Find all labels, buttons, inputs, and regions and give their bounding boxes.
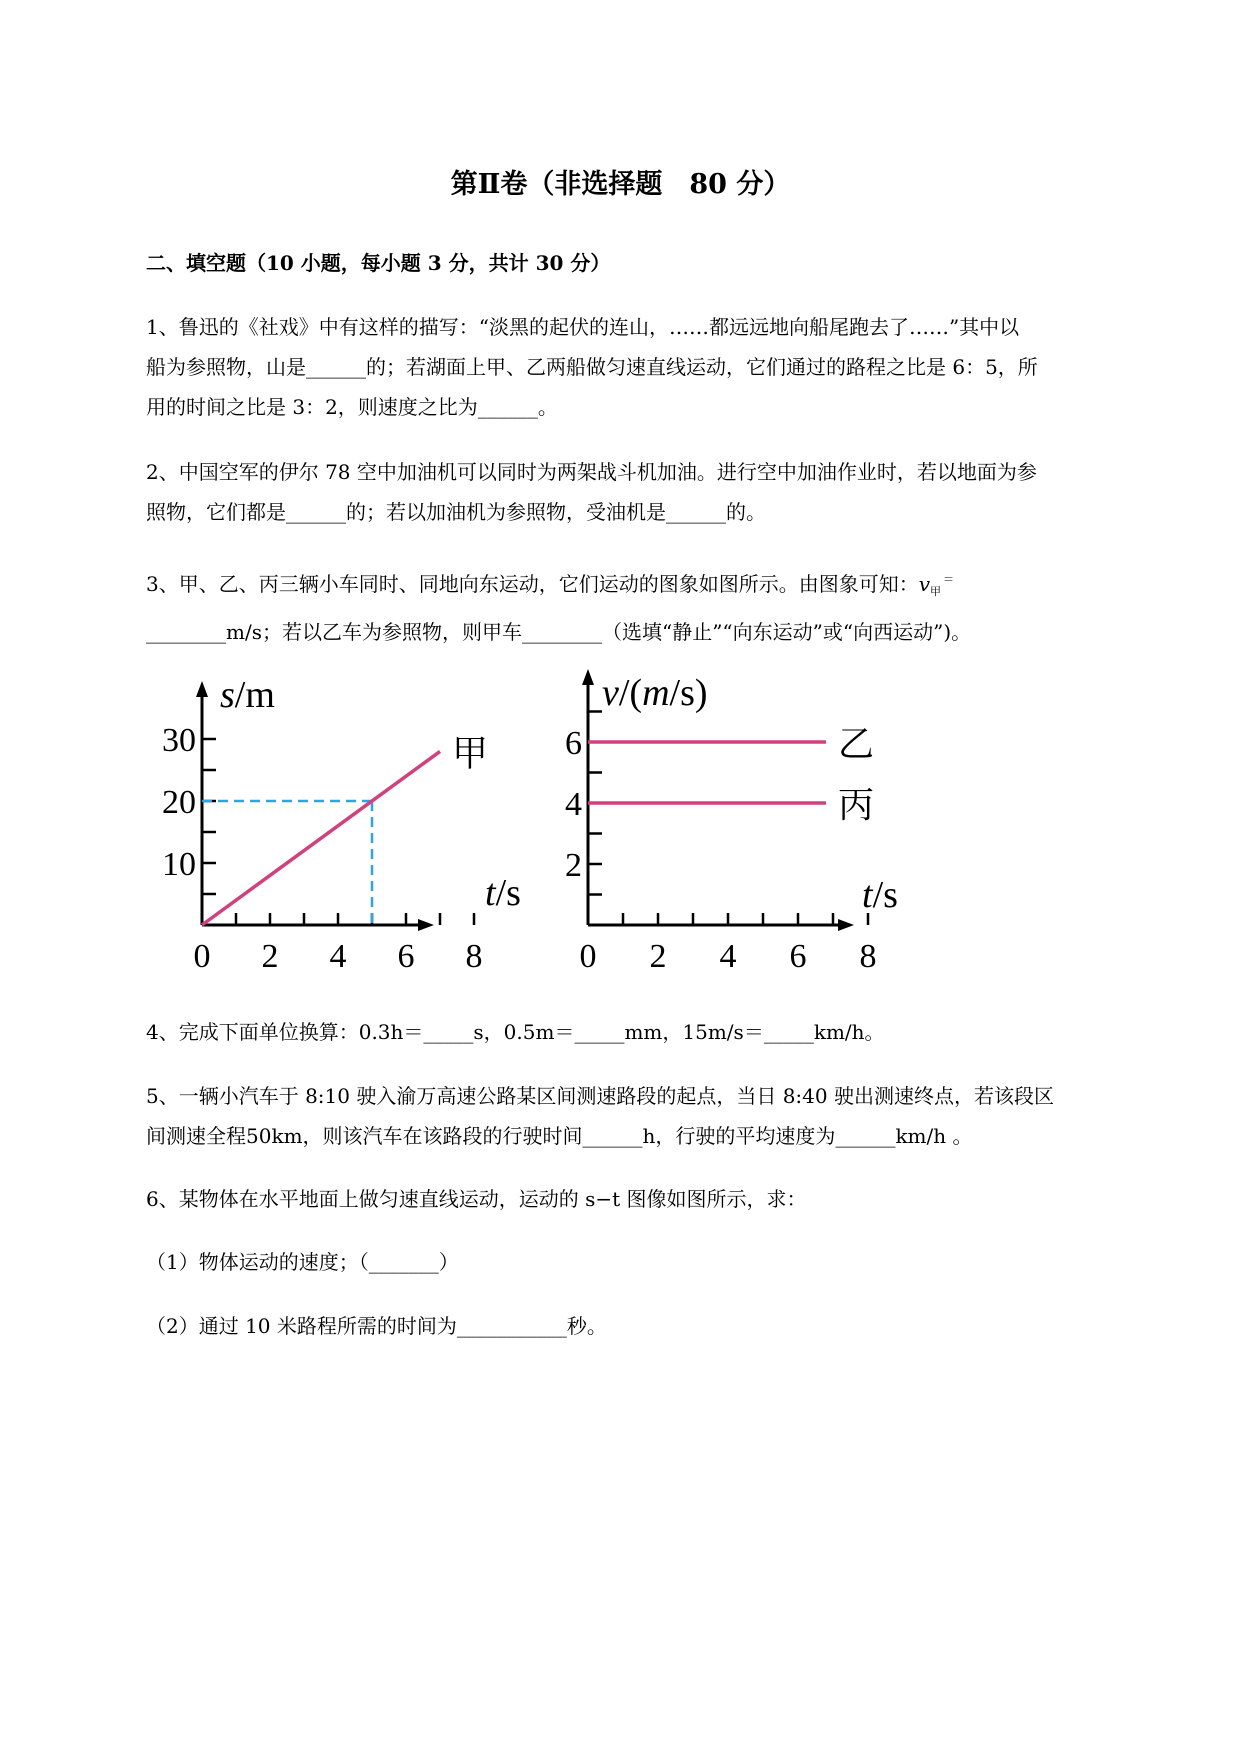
q2-line-1: 2、中国空军的伊尔 78 空中加油机可以同时为两架战斗机加油。进行空中加油作业时，若以地面为参 bbox=[146, 460, 1037, 484]
x-tick-label: 6 bbox=[397, 938, 415, 975]
x-tick-label: 2 bbox=[649, 938, 667, 975]
y-axis-label: v/(m/s) bbox=[602, 672, 708, 714]
q2-blank-2[interactable]: ______ bbox=[666, 500, 726, 524]
q2-blank-1[interactable]: ______ bbox=[286, 500, 346, 524]
q1-blank-1[interactable]: ______ bbox=[306, 355, 366, 379]
y-axis-label: s/m bbox=[220, 674, 275, 716]
series-line bbox=[202, 751, 440, 925]
q6-blank-2[interactable]: ___________ bbox=[456, 1314, 567, 1338]
q5-line-2: 间测速全程50km，则该汽车在该路段的行驶时间______h，行驶的平均速度为______km/h 。 bbox=[146, 1116, 1156, 1156]
q3-line-2: ________m/s；若以乙车为参照物，则甲车________（选填“静止”“向东运动”或“向西运动”)。 bbox=[146, 612, 1156, 652]
y-tick-label: 20 bbox=[162, 784, 196, 821]
question-4 bbox=[146, 1012, 1156, 1052]
series-label: 乙 bbox=[838, 724, 875, 764]
s-t-chart bbox=[140, 665, 560, 995]
q3-blank-2[interactable]: ________ bbox=[521, 620, 602, 644]
q4-blank-3[interactable]: _____ bbox=[763, 1020, 814, 1044]
q6-blank-1[interactable]: _______ bbox=[368, 1250, 439, 1274]
x-tick-label: 8 bbox=[465, 938, 483, 975]
v-jia-subscript: 甲 bbox=[930, 585, 942, 598]
y-tick-label: 2 bbox=[565, 847, 582, 884]
q4-blank-2[interactable]: _____ bbox=[574, 1020, 625, 1044]
section-heading: 二、填空题（10 小题，每小题 3 分，共计 30 分） bbox=[146, 251, 611, 275]
x-tick-label: 8 bbox=[859, 938, 877, 975]
q6-line: 6、某物体在水平地面上做匀速直线运动，运动的 s−t 图像如图所示，求： bbox=[146, 1187, 807, 1211]
v-t-chart bbox=[540, 665, 960, 995]
q3-line-1: 3、甲、乙、丙三辆小车同时、同地向东运动，它们运动的图象如图所示。由图象可知：$v_甲^=$ bbox=[146, 572, 955, 598]
q5-line-1: 5、一辆小汽车于 8:10 驶入渝万高速公路某区间测速路段的起点，当日 8:40 驶出测速终点，若该段区 bbox=[146, 1084, 1054, 1108]
x-tick-label: 4 bbox=[719, 938, 737, 975]
q4-blank-1[interactable]: _____ bbox=[423, 1020, 474, 1044]
y-axis-arrow bbox=[582, 669, 594, 685]
page-title: 第Ⅱ卷（非选择题 80 分） bbox=[450, 169, 791, 200]
q1-line-1: 1、鲁迅的《社戏》中有这样的描写：“淡黑的起伏的连山，……都远远地向船尾跑去了……”其中以 bbox=[146, 315, 1020, 339]
q5-blank-2[interactable]: ______ bbox=[835, 1124, 896, 1148]
question-1 bbox=[146, 307, 1156, 427]
x-tick-label: 2 bbox=[261, 938, 279, 975]
q3-blank-1[interactable]: ________ bbox=[146, 620, 226, 644]
question-2 bbox=[146, 452, 1156, 532]
x-axis-arrow bbox=[838, 919, 854, 931]
x-tick-label: 0 bbox=[579, 938, 597, 975]
q2-line-2: 照物，它们都是______的；若以加油机为参照物，受油机是______的。 bbox=[146, 492, 1156, 532]
x-axis-label: t/s bbox=[862, 874, 898, 916]
q1-line-2: 船为参照物，山是______的；若湖面上甲、乙两船做匀速直线运动，它们通过的路程之比是 6：5，所 bbox=[146, 347, 1156, 387]
y-axis-arrow bbox=[196, 681, 208, 697]
x-axis-label: t/s bbox=[485, 872, 521, 914]
series-label: 丙 bbox=[838, 785, 875, 825]
q1-blank-2[interactable]: ______ bbox=[477, 395, 538, 419]
q1-line-3: 用的时间之比是 3：2，则速度之比为______。 bbox=[146, 387, 1156, 427]
q4-line-1: 4、完成下面单位换算：0.3h＝_____s，0.5m＝_____mm，15m/s＝_____km/h。 bbox=[146, 1012, 1156, 1052]
y-tick-label: 30 bbox=[162, 722, 196, 759]
x-axis-arrow bbox=[418, 919, 434, 931]
question-6-part-1: （1）物体运动的速度；（_______） bbox=[146, 1242, 1156, 1282]
question-5 bbox=[146, 1076, 1156, 1156]
q5-blank-1[interactable]: ______ bbox=[582, 1124, 643, 1148]
x-tick-label: 4 bbox=[329, 938, 347, 975]
v-jia-symbol: v bbox=[918, 572, 931, 596]
v-jia-equals: ＝ bbox=[943, 573, 955, 586]
x-tick-label: 0 bbox=[193, 938, 211, 975]
y-tick-label: 6 bbox=[565, 725, 582, 762]
question-6-part-2: （2）通过 10 米路程所需的时间为___________秒。 bbox=[146, 1306, 1156, 1346]
series-label: 甲 bbox=[452, 733, 489, 774]
question-6 bbox=[146, 1179, 1156, 1219]
y-tick-label: 10 bbox=[162, 846, 196, 883]
y-tick-label: 4 bbox=[565, 786, 582, 823]
x-tick-label: 6 bbox=[789, 938, 807, 975]
question-3 bbox=[146, 560, 1156, 652]
